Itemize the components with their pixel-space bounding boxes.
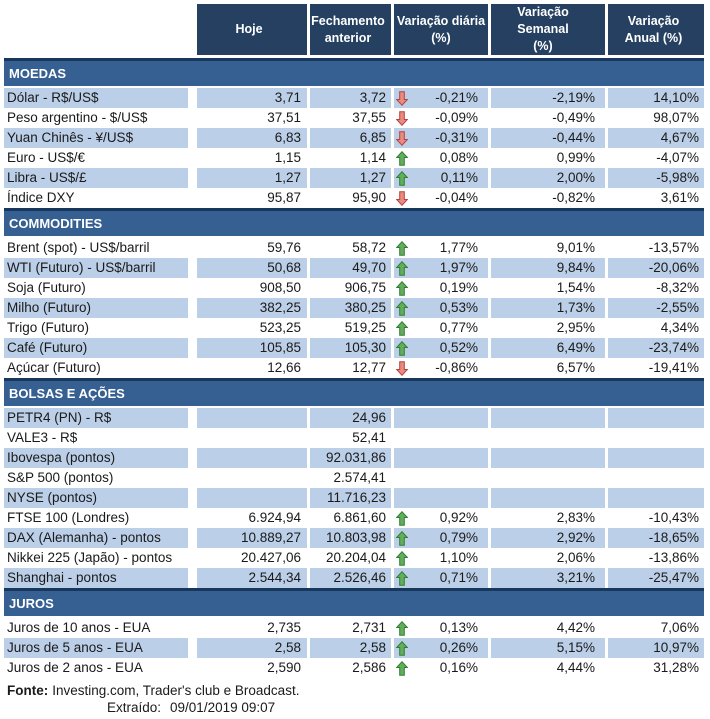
column-spacer xyxy=(188,548,197,568)
column-spacer xyxy=(188,188,197,208)
column-spacer xyxy=(188,238,197,258)
cell-variacao-anual: 10,97% xyxy=(605,638,704,658)
row-label: NYSE (pontos) xyxy=(4,488,188,508)
row-label: Peso argentino - $/US$ xyxy=(7,110,148,125)
daily-change-value: 0,19% xyxy=(439,280,478,295)
row-label: Ibovespa (pontos) xyxy=(4,448,188,468)
column-header-hoje xyxy=(197,4,307,55)
cell-variacao-semanal xyxy=(488,448,605,468)
cell-variacao-anual: 31,28% xyxy=(605,658,704,678)
cell-fechamento-anterior: 37,55 xyxy=(307,108,391,128)
cell-fechamento-anterior: 105,30 xyxy=(307,338,391,358)
cell-variacao-anual xyxy=(605,428,704,448)
cell-hoje: 2.544,34 xyxy=(197,568,307,588)
section-header-juros xyxy=(4,588,704,618)
table-row xyxy=(4,468,704,488)
cell-variacao-semanal: 2,92% xyxy=(488,528,605,548)
table-row xyxy=(4,148,704,168)
column-header-line: Variação xyxy=(627,13,680,28)
cell-hoje: 6,83 xyxy=(197,128,307,148)
column-spacer xyxy=(188,448,197,468)
row-label: Nikkei 225 (Japão) - pontos xyxy=(7,550,173,565)
daily-change-value: 1,77% xyxy=(439,240,478,255)
down-arrow-icon xyxy=(396,131,408,146)
section-header-commodities xyxy=(4,208,704,238)
section-title: MOEDAS xyxy=(9,66,67,81)
cell-variacao-diaria xyxy=(391,568,488,588)
cell-hoje: 2,735 xyxy=(267,620,301,635)
cell-variacao-semanal: -0,44% xyxy=(488,128,605,148)
cell-variacao-anual: 14,10% xyxy=(605,88,704,108)
cell-variacao-semanal: 2,00% xyxy=(488,168,605,188)
daily-change-value: 0,53% xyxy=(439,300,478,315)
source-line xyxy=(4,683,710,698)
daily-change-value: 1,97% xyxy=(439,260,478,275)
table-row xyxy=(4,278,704,298)
cell-hoje: 20.427,06 xyxy=(240,550,301,565)
row-label: Índice DXY xyxy=(7,190,75,205)
cell-variacao-diaria xyxy=(391,408,488,428)
column-spacer xyxy=(188,658,197,678)
table-row xyxy=(4,238,704,258)
cell-variacao-semanal: 1,54% xyxy=(488,278,605,298)
column-header-line: (%) xyxy=(431,30,451,45)
cell-hoje: 12,66 xyxy=(267,360,301,375)
row-label: Açúcar (Futuro) xyxy=(7,360,101,375)
row-label: Shanghai - pontos xyxy=(4,568,188,588)
cell-variacao-anual: -13,86% xyxy=(605,548,704,568)
cell-variacao-anual: -18,65% xyxy=(605,528,704,548)
cell-hoje: 105,85 xyxy=(197,338,307,358)
cell-variacao-semanal xyxy=(488,468,605,488)
table-row xyxy=(4,298,704,318)
column-header-line: Anual (%) xyxy=(624,30,683,45)
cell-variacao-anual: 7,06% xyxy=(605,618,704,638)
cell-variacao-diaria xyxy=(391,238,488,258)
column-spacer xyxy=(188,88,197,108)
daily-change-value: 0,77% xyxy=(439,320,478,335)
column-spacer xyxy=(188,168,197,188)
section-header-bolsas-e-acoes xyxy=(4,378,704,408)
row-label: Juros de 2 anos - EUA xyxy=(7,660,143,675)
cell-variacao-semanal: 2,83% xyxy=(488,508,605,528)
row-label: S&P 500 (pontos) xyxy=(7,470,114,485)
daily-change-value: 0,16% xyxy=(439,660,478,675)
daily-change-value: -0,31% xyxy=(435,130,478,145)
table-row xyxy=(4,508,704,528)
column-spacer xyxy=(188,508,197,528)
cell-variacao-diaria xyxy=(391,278,488,298)
row-label: Libra - US$/£ xyxy=(4,168,188,188)
cell-variacao-anual: -5,98% xyxy=(605,168,704,188)
row-label: Café (Futuro) xyxy=(4,338,188,358)
daily-change-value: 0,52% xyxy=(439,340,478,355)
cell-variacao-anual: 4,34% xyxy=(605,318,704,338)
table-row xyxy=(4,358,704,378)
cell-variacao-semanal: 2,06% xyxy=(488,548,605,568)
cell-hoje: 908,50 xyxy=(259,280,301,295)
cell-hoje: 6.924,94 xyxy=(248,510,301,525)
cell-hoje: 50,68 xyxy=(197,258,307,278)
up-arrow-icon xyxy=(396,281,408,296)
row-label: Milho (Futuro) xyxy=(4,298,188,318)
column-spacer xyxy=(188,468,197,488)
cell-hoje: 95,87 xyxy=(267,190,301,205)
daily-change-value: 0,11% xyxy=(440,170,478,185)
up-arrow-icon xyxy=(396,571,408,586)
cell-fechamento-anterior: 3,72 xyxy=(307,88,391,108)
cell-variacao-diaria xyxy=(391,338,488,358)
up-arrow-icon xyxy=(396,151,408,166)
cell-variacao-diaria xyxy=(391,528,488,548)
cell-variacao-anual: -25,47% xyxy=(605,568,704,588)
cell-fechamento-anterior: 1,27 xyxy=(307,168,391,188)
cell-variacao-semanal: 0,99% xyxy=(488,148,605,168)
table-row xyxy=(4,428,704,448)
table-row xyxy=(4,658,704,678)
column-spacer xyxy=(188,358,197,378)
cell-variacao-diaria xyxy=(391,358,488,378)
cell-variacao-anual: -20,06% xyxy=(605,258,704,278)
cell-fechamento-anterior: 906,75 xyxy=(307,278,391,298)
daily-change-value: 0,92% xyxy=(439,510,478,525)
column-spacer xyxy=(188,318,197,338)
cell-variacao-semanal: 4,44% xyxy=(488,658,605,678)
row-label: Trigo (Futuro) xyxy=(7,320,90,335)
cell-fechamento-anterior: 49,70 xyxy=(307,258,391,278)
cell-variacao-anual: -10,43% xyxy=(605,508,704,528)
daily-change-value: 1,10% xyxy=(439,550,478,565)
table-row xyxy=(4,528,704,548)
column-spacer xyxy=(188,258,197,278)
cell-hoje: 2,58 xyxy=(197,638,307,658)
cell-variacao-semanal xyxy=(488,408,605,428)
cell-hoje xyxy=(197,448,307,468)
cell-variacao-diaria xyxy=(391,258,488,278)
column-spacer xyxy=(188,278,197,298)
up-arrow-icon xyxy=(396,261,408,276)
table-row xyxy=(4,128,704,148)
cell-variacao-diaria xyxy=(391,548,488,568)
cell-hoje xyxy=(197,408,307,428)
cell-variacao-diaria xyxy=(391,88,488,108)
column-spacer xyxy=(188,488,197,508)
column-spacer xyxy=(188,528,197,548)
up-arrow-icon xyxy=(396,621,408,636)
column-spacer xyxy=(188,638,197,658)
cell-variacao-anual xyxy=(605,488,704,508)
cell-fechamento-anterior: 2,58 xyxy=(307,638,391,658)
daily-change-value: 0,08% xyxy=(439,150,478,165)
column-spacer xyxy=(188,298,197,318)
cell-variacao-diaria xyxy=(391,298,488,318)
cell-variacao-anual: -4,07% xyxy=(605,148,704,168)
row-label: Dólar - R$/US$ xyxy=(4,88,188,108)
table-row xyxy=(4,568,704,588)
cell-variacao-diaria xyxy=(391,508,488,528)
cell-variacao-semanal xyxy=(488,428,605,448)
up-arrow-icon xyxy=(396,321,408,336)
cell-variacao-anual xyxy=(605,408,704,428)
table-row xyxy=(4,258,704,278)
cell-fechamento-anterior: 92.031,86 xyxy=(307,448,391,468)
cell-variacao-semanal: 9,01% xyxy=(488,238,605,258)
cell-fechamento-anterior: 11.716,23 xyxy=(307,488,391,508)
daily-change-value: 0,26% xyxy=(439,640,478,655)
column-header-variacao-semanal xyxy=(488,4,605,55)
table-row xyxy=(4,318,704,338)
cell-variacao-anual xyxy=(605,468,704,488)
up-arrow-icon xyxy=(396,241,408,256)
table-row xyxy=(4,448,704,468)
cell-hoje: 2,590 xyxy=(267,660,301,675)
up-arrow-icon xyxy=(396,511,408,526)
cell-fechamento-anterior: 519,25 xyxy=(307,318,391,338)
extracted-line xyxy=(4,700,710,715)
cell-fechamento-anterior: 10.803,98 xyxy=(307,528,391,548)
cell-fechamento-anterior: 380,25 xyxy=(307,298,391,318)
row-label: Euro - US$/€ xyxy=(7,150,86,165)
column-spacer xyxy=(188,108,197,128)
down-arrow-icon xyxy=(396,361,408,376)
table-row xyxy=(4,188,704,208)
cell-variacao-diaria xyxy=(391,448,488,468)
table-row xyxy=(4,168,704,188)
up-arrow-icon xyxy=(396,641,408,656)
cell-fechamento-anterior: 20.204,04 xyxy=(307,548,391,568)
extracted-value: 09/01/2019 09:07 xyxy=(170,700,276,715)
cell-variacao-diaria xyxy=(391,188,488,208)
cell-hoje: 10.889,27 xyxy=(197,528,307,548)
cell-fechamento-anterior: 2,586 xyxy=(307,658,391,678)
column-spacer xyxy=(188,408,197,428)
cell-fechamento-anterior: 6,85 xyxy=(307,128,391,148)
row-label: VALE3 - R$ xyxy=(7,430,78,445)
cell-hoje xyxy=(197,428,307,448)
down-arrow-icon xyxy=(396,91,408,106)
cell-variacao-anual: 3,61% xyxy=(605,188,704,208)
section-title: JUROS xyxy=(9,596,54,611)
cell-variacao-diaria xyxy=(391,128,488,148)
daily-change-value: 0,13% xyxy=(439,620,478,635)
table-row xyxy=(4,338,704,358)
column-spacer xyxy=(188,4,197,55)
daily-change-value: -0,04% xyxy=(435,190,478,205)
cell-variacao-diaria xyxy=(391,658,488,678)
cell-hoje: 1,15 xyxy=(274,150,301,165)
cell-hoje: 382,25 xyxy=(197,298,307,318)
daily-change-value: -0,86% xyxy=(435,360,478,375)
up-arrow-icon xyxy=(396,301,408,316)
column-spacer xyxy=(188,148,197,168)
column-header-variacao-anual xyxy=(605,4,704,55)
cell-variacao-diaria xyxy=(391,488,488,508)
column-spacer xyxy=(188,428,197,448)
column-header-line: anterior xyxy=(324,30,372,45)
table-row xyxy=(4,548,704,568)
table-row xyxy=(4,108,704,128)
cell-hoje: 59,76 xyxy=(267,240,301,255)
cell-variacao-semanal: 6,49% xyxy=(488,338,605,358)
cell-fechamento-anterior: 6.861,60 xyxy=(307,508,391,528)
cell-variacao-semanal: 6,57% xyxy=(488,358,605,378)
cell-fechamento-anterior: 12,77 xyxy=(307,358,391,378)
cell-fechamento-anterior: 2,731 xyxy=(307,618,391,638)
cell-variacao-diaria xyxy=(391,428,488,448)
cell-hoje xyxy=(197,488,307,508)
row-label: FTSE 100 (Londres) xyxy=(7,510,130,525)
source-label: Fonte: xyxy=(7,683,49,698)
cell-variacao-diaria xyxy=(391,168,488,188)
row-label: Juros de 5 anos - EUA xyxy=(4,638,188,658)
column-header-line: Fechamento xyxy=(311,13,385,28)
up-arrow-icon xyxy=(396,551,408,566)
cell-variacao-diaria xyxy=(391,618,488,638)
cell-variacao-anual: -8,32% xyxy=(605,278,704,298)
cell-variacao-semanal: 3,21% xyxy=(488,568,605,588)
cell-variacao-semanal: -0,49% xyxy=(488,108,605,128)
cell-variacao-anual: -19,41% xyxy=(605,358,704,378)
daily-change-value: 0,79% xyxy=(439,530,478,545)
cell-fechamento-anterior: 52,41 xyxy=(307,428,391,448)
daily-change-value: -0,09% xyxy=(435,110,478,125)
table-header-row xyxy=(4,4,704,55)
cell-variacao-semanal xyxy=(488,488,605,508)
column-header-line: Variação diária xyxy=(396,13,486,28)
table-body xyxy=(4,58,710,678)
cell-fechamento-anterior: 2.574,41 xyxy=(307,468,391,488)
header-blank-cell xyxy=(4,4,188,55)
up-arrow-icon xyxy=(396,171,408,186)
extracted-label: Extraído: xyxy=(107,700,162,715)
cell-variacao-semanal: 5,15% xyxy=(488,638,605,658)
daily-change-value: -0,21% xyxy=(435,90,478,105)
column-header-line: Hoje xyxy=(235,22,263,37)
row-label: Juros de 10 anos - EUA xyxy=(7,620,151,635)
table-row xyxy=(4,488,704,508)
cell-variacao-anual: 98,07% xyxy=(605,108,704,128)
table-row xyxy=(4,618,704,638)
cell-variacao-semanal: 1,73% xyxy=(488,298,605,318)
table-row xyxy=(4,638,704,658)
cell-variacao-diaria xyxy=(391,318,488,338)
row-label: PETR4 (PN) - R$ xyxy=(4,408,188,428)
cell-hoje: 3,71 xyxy=(197,88,307,108)
column-header-line: (%) xyxy=(533,38,553,53)
daily-change-value: 0,71% xyxy=(439,570,478,585)
cell-variacao-semanal: 4,42% xyxy=(488,618,605,638)
cell-variacao-diaria xyxy=(391,468,488,488)
source-text: Investing.com, Trader's club e Broadcast. xyxy=(52,683,300,698)
cell-fechamento-anterior: 2.526,46 xyxy=(307,568,391,588)
column-header-fechamento-anterior xyxy=(307,4,391,55)
cell-variacao-diaria xyxy=(391,108,488,128)
row-label: Soja (Futuro) xyxy=(7,280,86,295)
down-arrow-icon xyxy=(396,191,408,206)
up-arrow-icon xyxy=(396,661,408,676)
section-header-moedas xyxy=(4,58,704,88)
cell-variacao-diaria xyxy=(391,638,488,658)
cell-variacao-semanal: 2,95% xyxy=(488,318,605,338)
section-title: COMMODITIES xyxy=(9,216,103,231)
cell-fechamento-anterior: 95,90 xyxy=(307,188,391,208)
section-title: BOLSAS E AÇÕES xyxy=(9,386,125,401)
cell-variacao-anual: -2,55% xyxy=(605,298,704,318)
cell-fechamento-anterior: 24,96 xyxy=(307,408,391,428)
column-spacer xyxy=(188,618,197,638)
cell-variacao-anual xyxy=(605,448,704,468)
row-label: Brent (spot) - US$/barril xyxy=(7,240,150,255)
row-label: Yuan Chinês - ¥/US$ xyxy=(4,128,188,148)
cell-variacao-semanal: -2,19% xyxy=(488,88,605,108)
cell-variacao-anual: -13,57% xyxy=(605,238,704,258)
column-spacer xyxy=(188,128,197,148)
cell-variacao-semanal: -0,82% xyxy=(488,188,605,208)
table-row xyxy=(4,88,704,108)
cell-hoje: 37,51 xyxy=(267,110,301,125)
row-label: WTI (Futuro) - US$/barril xyxy=(4,258,188,278)
down-arrow-icon xyxy=(396,111,408,126)
cell-variacao-diaria xyxy=(391,148,488,168)
cell-hoje xyxy=(197,468,307,488)
table-row xyxy=(4,408,704,428)
column-header-line: Variação Semanal xyxy=(517,5,569,37)
column-spacer xyxy=(188,338,197,358)
column-header-variacao-diaria xyxy=(391,4,488,55)
column-spacer xyxy=(188,568,197,588)
up-arrow-icon xyxy=(396,341,408,356)
cell-variacao-anual: 4,67% xyxy=(605,128,704,148)
cell-hoje: 523,25 xyxy=(259,320,301,335)
row-label: DAX (Alemanha) - pontos xyxy=(4,528,188,548)
cell-variacao-anual: -23,74% xyxy=(605,338,704,358)
cell-variacao-semanal: 9,84% xyxy=(488,258,605,278)
cell-fechamento-anterior: 1,14 xyxy=(307,148,391,168)
up-arrow-icon xyxy=(396,531,408,546)
cell-fechamento-anterior: 58,72 xyxy=(307,238,391,258)
cell-hoje: 1,27 xyxy=(197,168,307,188)
